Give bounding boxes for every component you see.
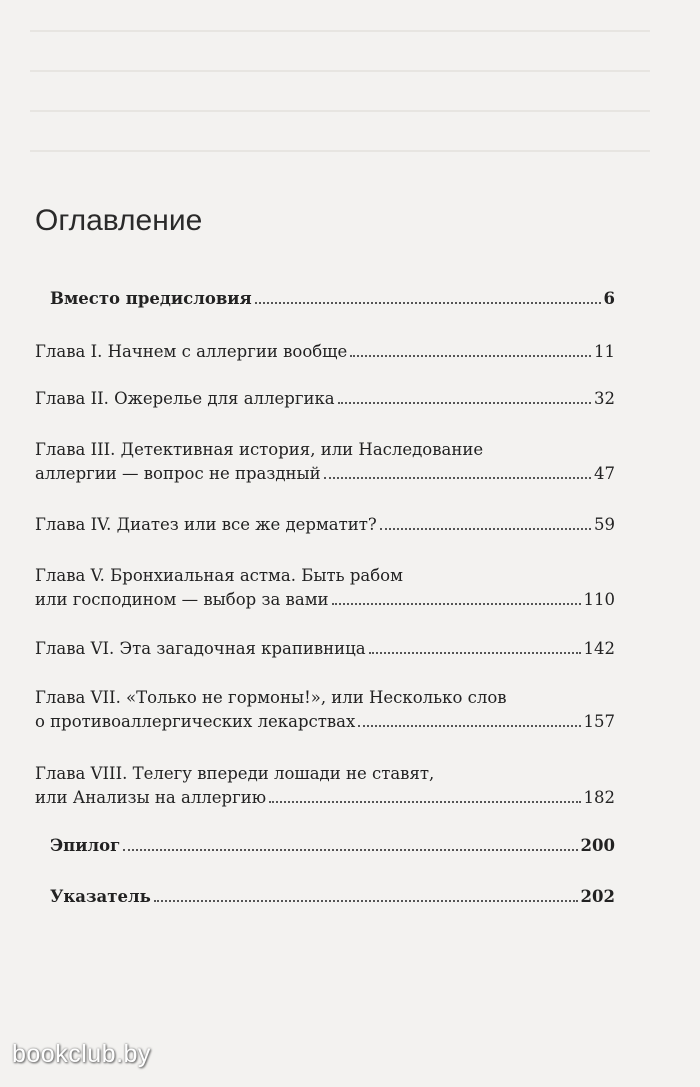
toc-entry-index[interactable] [50, 885, 615, 909]
toc-page-number: 32 [594, 389, 615, 408]
toc-entry-chapter-6[interactable] [35, 637, 615, 661]
bleed-through-line [30, 110, 650, 112]
toc-page-number: 142 [583, 639, 615, 658]
toc-entry-chapter-1[interactable] [35, 340, 615, 364]
toc-entry-chapter-5[interactable] [35, 564, 615, 612]
toc-entry-title: Глава VI. Эта загадочная крапивница [35, 639, 366, 658]
dot-leader [123, 849, 577, 851]
toc-page-number: 6 [603, 289, 615, 308]
toc-page-number: 200 [580, 836, 615, 855]
bleed-through-line [30, 30, 650, 32]
toc-entry-title: Глава VII. «Только не гормоны!», или Несколько слов [35, 688, 507, 707]
bleed-through-line [30, 70, 650, 72]
toc-page-number: 157 [583, 712, 615, 731]
toc-entry-title: Вместо предисловия [50, 289, 252, 308]
dot-leader [380, 528, 591, 530]
toc-entry-title: Глава IV. Диатез или все же дерматит? [35, 515, 377, 534]
toc-entry-title: Глава I. Начнем с аллергии вообще [35, 342, 348, 361]
toc-entry-title-continued: или господином — выбор за вами [35, 590, 329, 609]
toc-entry-title: Глава III. Детективная история, или Наследование [35, 440, 484, 459]
toc-entry-chapter-4[interactable] [35, 513, 615, 537]
bleed-through-line [30, 150, 650, 152]
dot-leader [338, 402, 591, 404]
toc-entry-title-continued: или Анализы на аллергию [35, 788, 267, 807]
toc-entry-title: Эпилог [50, 836, 121, 855]
page-title: Оглавление [35, 204, 203, 237]
dot-leader [350, 355, 591, 357]
toc-entry-title: Указатель [50, 887, 151, 906]
toc-entry-chapter-2[interactable] [35, 387, 615, 411]
dot-leader [269, 801, 580, 803]
toc-entry-title-continued: аллергии — вопрос не праздный [35, 464, 321, 483]
toc-page-number: 59 [594, 515, 615, 534]
dot-leader [255, 302, 601, 304]
toc-entry-title: Глава II. Ожерелье для аллергика [35, 389, 335, 408]
toc-entry-chapter-7[interactable] [35, 686, 615, 734]
toc-entry-title-continued: о противоаллергических лекарствах [35, 712, 356, 731]
dot-leader [324, 477, 591, 479]
toc-entry-chapter-3[interactable] [35, 438, 615, 486]
toc-entry-preface[interactable] [50, 287, 615, 311]
dot-leader [369, 652, 581, 654]
toc-page-number: 110 [583, 590, 615, 609]
dot-leader [154, 900, 578, 902]
watermark: bookclub.by [12, 1040, 151, 1068]
toc-page-number: 202 [580, 887, 615, 906]
toc-page-number: 47 [594, 464, 615, 483]
dot-leader [358, 725, 580, 727]
toc-entry-title: Глава V. Бронхиальная астма. Быть рабом [35, 566, 403, 585]
toc-page-number: 182 [583, 788, 615, 807]
toc-entry-epilogue[interactable] [50, 834, 615, 858]
dot-leader [332, 603, 581, 605]
toc-entry-title: Глава VIII. Телегу впереди лошади не ставят, [35, 764, 435, 783]
toc-page-number: 11 [594, 342, 615, 361]
toc-entry-chapter-8[interactable] [35, 762, 615, 810]
